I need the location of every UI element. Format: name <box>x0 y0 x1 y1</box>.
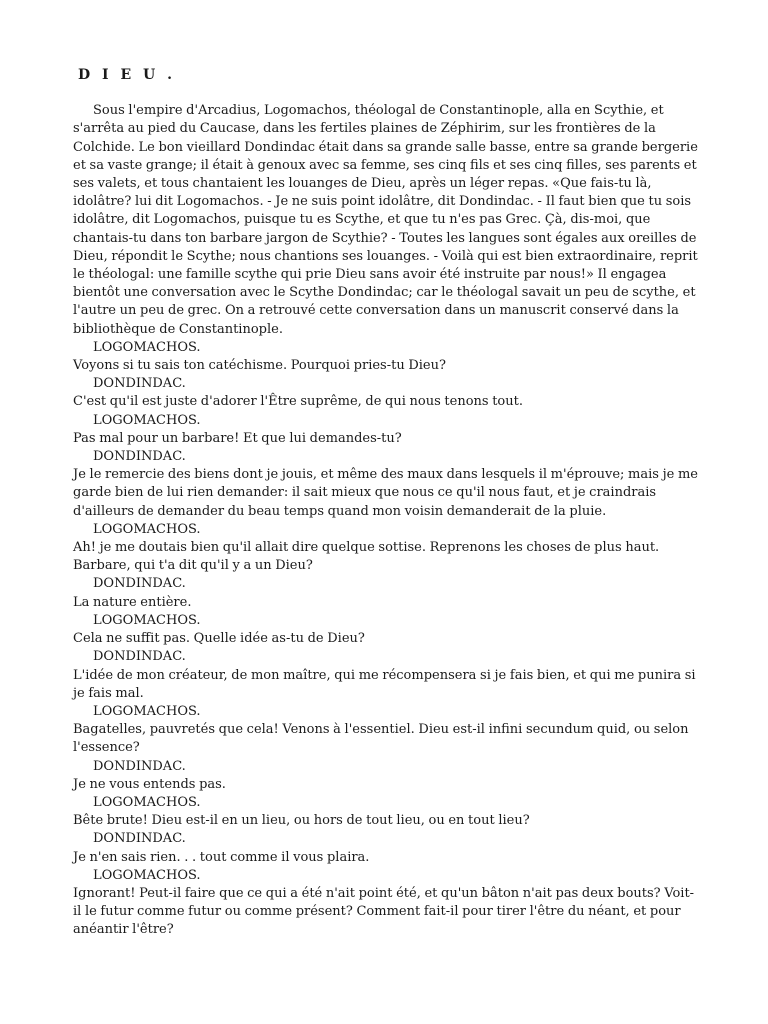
dialogue-line: Bête brute! Dieu est-il en un lieu, ou hors de tout lieu, ou en tout lieu? <box>73 813 530 829</box>
dialogue-line: L'idée de mon créateur, de mon maître, qui me récompensera si je fais bien, et qui me punira si je fais mal. <box>73 667 696 701</box>
dialogue-line: Ah! je me doutais bien qu'il allait dire quelque sottise. Reprenons les choses de plus haut. Barbare, qui t'a dit qu'il y a un Dieu? <box>73 540 660 574</box>
speaker-label: LOGOMACHOS. <box>93 867 201 883</box>
speaker-label: DONDINDAC. <box>93 758 186 774</box>
dialogue-line: La nature entière. <box>73 594 192 610</box>
intro-paragraph: Sous l'empire d'Arcadius, Logomachos, théologal de Constantinople, alla en Scythie, et s'arrêta au pied du Caucase, dans les fertiles plaines de Zéphirim, sur les frontières de la Colchide. Le bon vieillard Dondindac était dans sa grande salle basse, entre sa grande bergerie et sa vaste grange; il était à genoux avec sa femme, ses cinq fils et ses cinq filles, ses parents et ses valets, et tous chantaient les louanges de Dieu, après un léger repas. «Que fais-tu là, idolâtre? lui dit Logomachos. - Je ne suis point idolâtre, dit Dondindac. - Il faut bien que tu sois idolâtre, dit Logomachos, puisque tu es Scythe, et que tu n'es pas Grec. Çà, dis-moi, que chantais-tu dans ton barbare jargon de Scythie? - Toutes les langues sont égales aux oreilles de Dieu, répondit le Scythe; nous chantions ses louanges. - Voilà qui est bien extraordinaire, reprit le théologal: une famille scythe qui prie Dieu sans avoir été instruite par nous!» Il engagea bientôt une conversation avec le Scythe Dondindac; car le théologal savait un peu de scythe, et l'autre un peu de grec. On a retrouvé cette conversation dans un manuscrit conservé dans la bibliothèque de Constantinople. <box>73 103 698 337</box>
speaker-label: DONDINDAC. <box>93 576 186 592</box>
document-page <box>73 66 698 940</box>
dialogue-line: Ignorant! Peut-il faire que ce qui a été n'ait point été, et qu'un bâton n'ait pas deux bouts? Voit-il le futur comme futur ou comme présent? Comment fait-il pour tirer l'être du néant, et pour anéantir l'être? <box>73 885 695 938</box>
dialogue-line: Pas mal pour un barbare! Et que lui demandes-tu? <box>73 430 402 446</box>
dialogue-line: Bagatelles, pauvretés que cela! Venons à l'essentiel. Dieu est-il infini secundum quid, ou selon l'essence? <box>73 722 689 756</box>
speaker-label: LOGOMACHOS. <box>93 521 201 537</box>
dialogue-line: Je le remercie des biens dont je jouis, et même des maux dans lesquels il m'éprouve; mais je me garde bien de lui rien demander: il sait mieux que nous ce qu'il nous faut, et je craindrais d'ailleurs de demander du beau temps quand mon voisin demanderait de la pluie. <box>73 467 698 519</box>
speaker-label: LOGOMACHOS. <box>93 703 201 719</box>
speaker-label: DONDINDAC. <box>93 449 186 465</box>
speaker-label: DONDINDAC. <box>93 649 186 665</box>
document-title: D I E U . <box>78 67 176 83</box>
dialogue-line: Cela ne suffit pas. Quelle idée as-tu de Dieu? <box>73 631 365 647</box>
speaker-label: DONDINDAC. <box>93 376 186 392</box>
speaker-label: LOGOMACHOS. <box>93 412 201 428</box>
dialogue-line: Je ne vous entends pas. <box>73 776 226 792</box>
dialogue <box>73 339 698 940</box>
speaker-label: DONDINDAC. <box>93 831 186 847</box>
speaker-label: LOGOMACHOS. <box>93 339 201 355</box>
dialogue-line: Je n'en sais rien. . . tout comme il vous plaira. <box>73 849 370 865</box>
dialogue-line: Voyons si tu sais ton catéchisme. Pourquoi pries-tu Dieu? <box>73 358 446 374</box>
speaker-label: LOGOMACHOS. <box>93 794 201 810</box>
dialogue-line: C'est qu'il est juste d'adorer l'Être suprême, de qui nous tenons tout. <box>73 394 523 410</box>
speaker-label: LOGOMACHOS. <box>93 612 201 628</box>
